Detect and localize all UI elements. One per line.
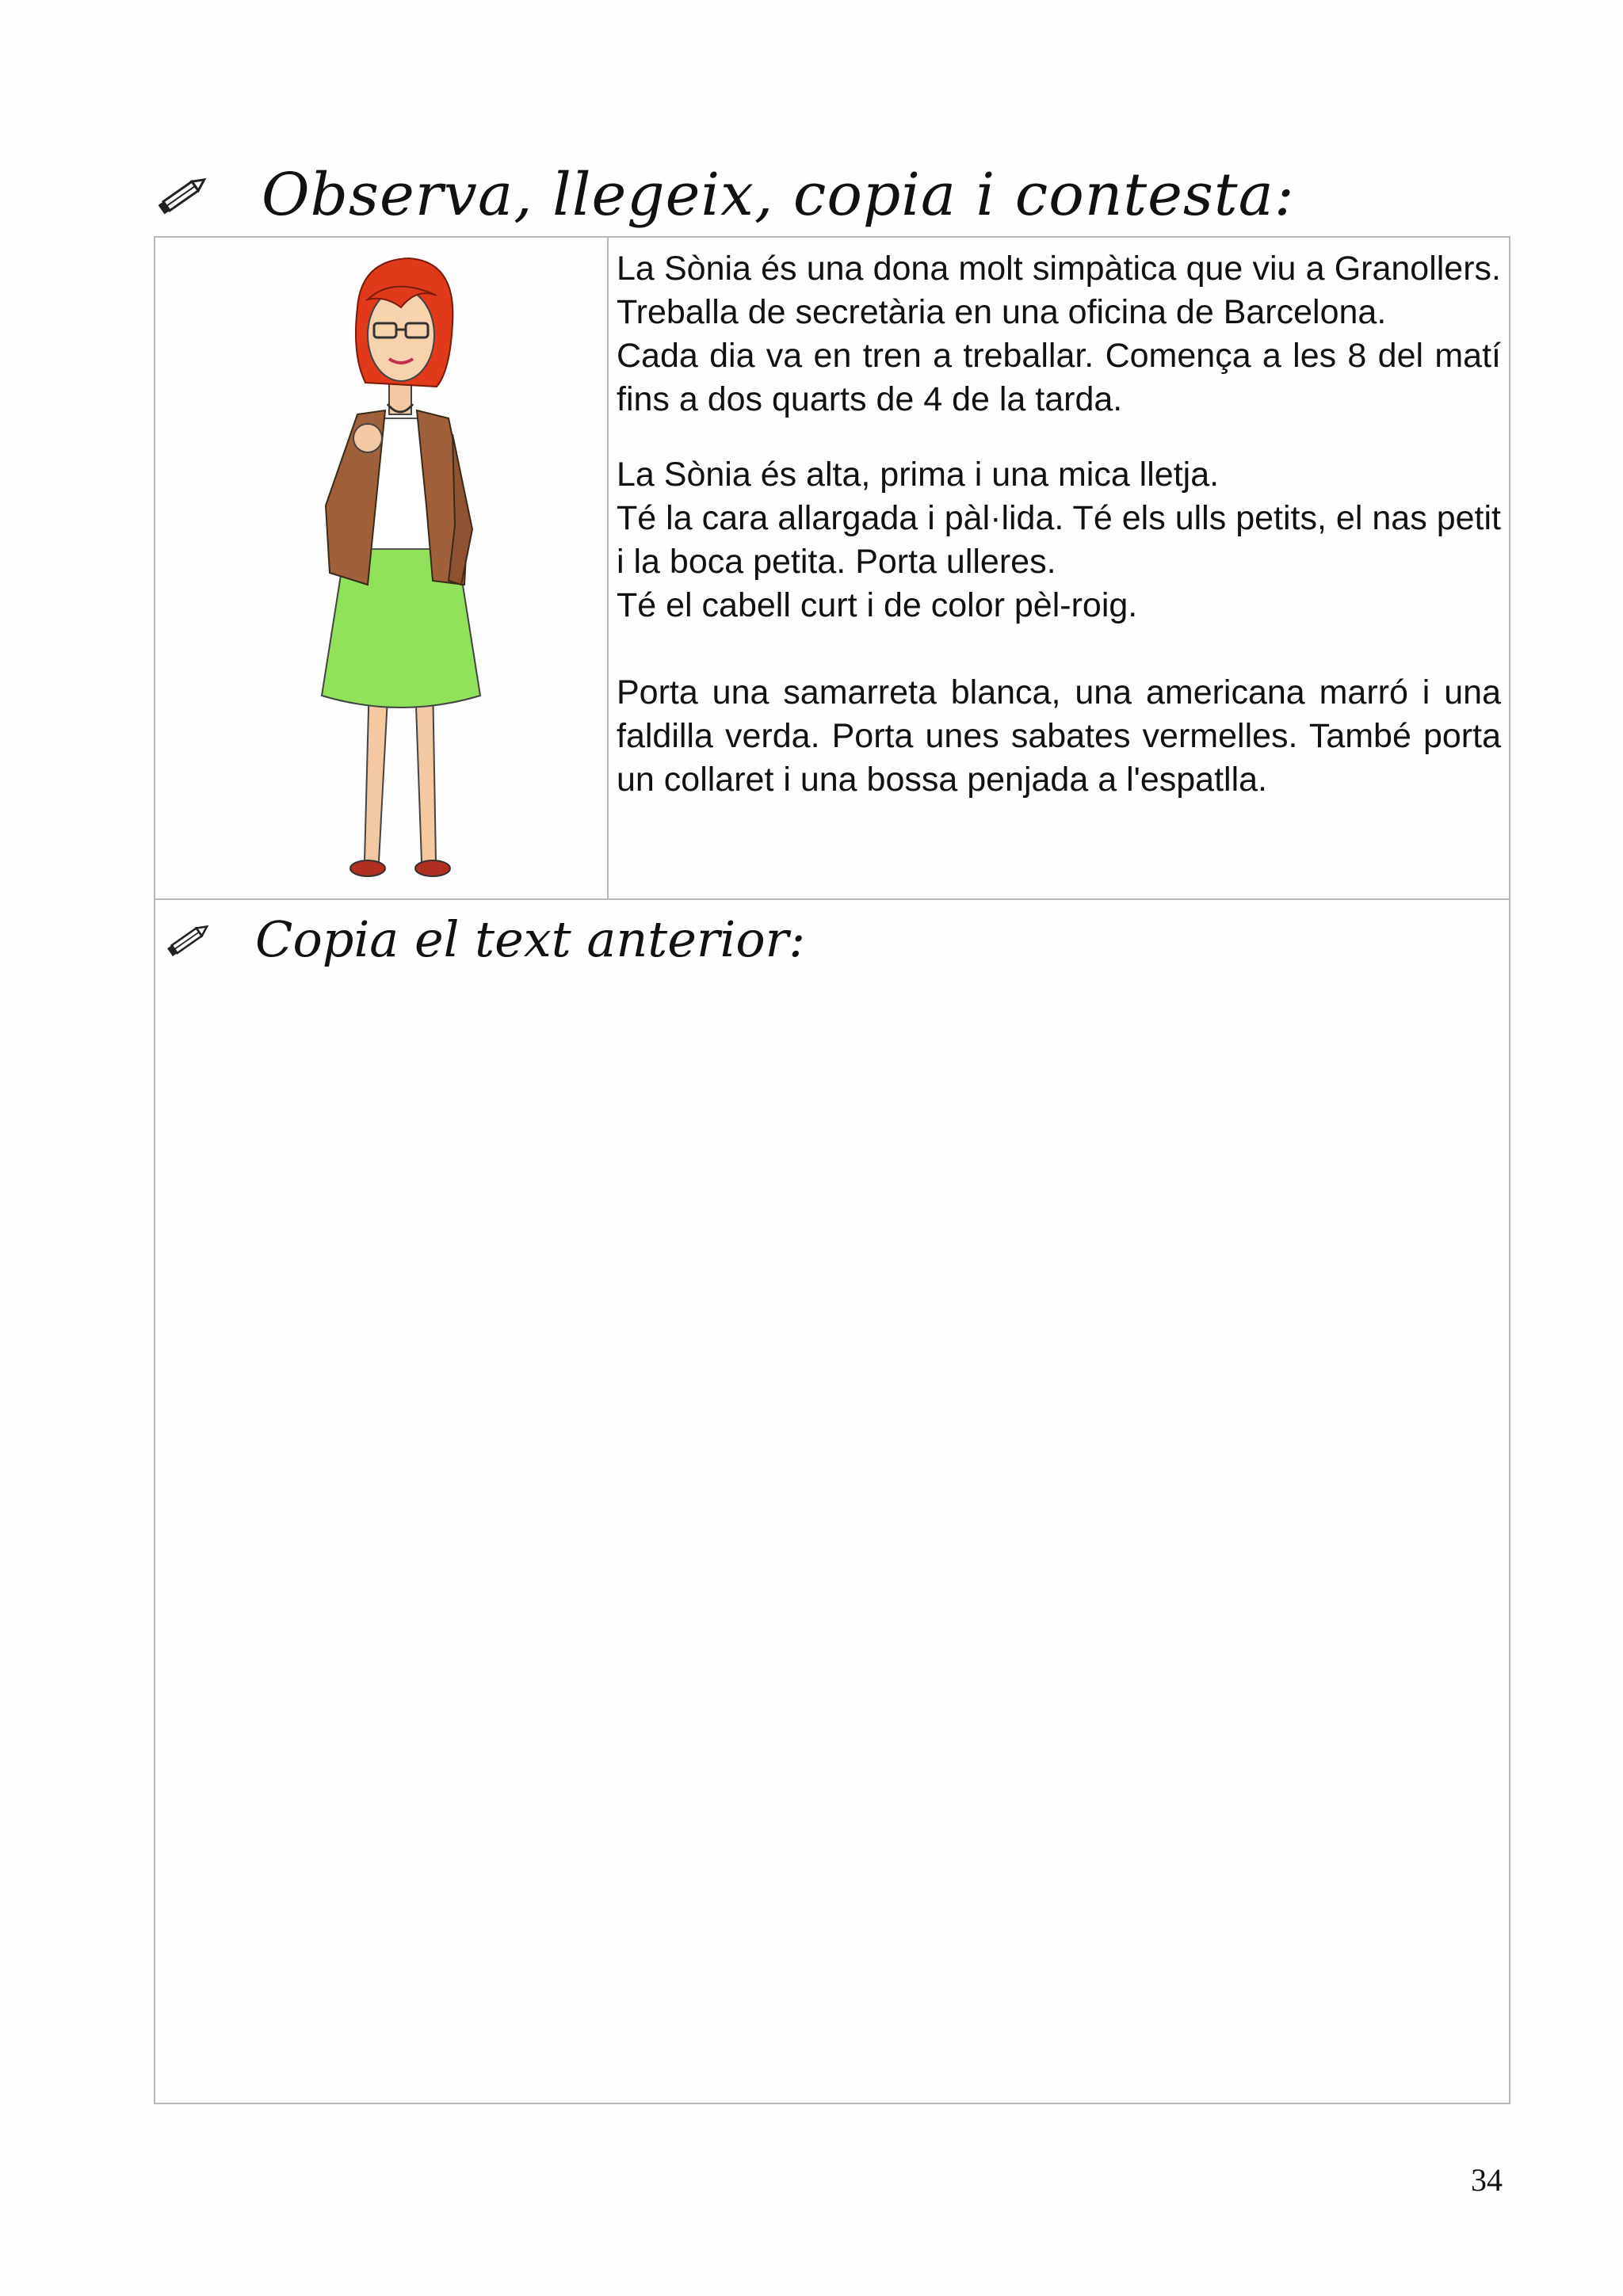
- paragraph-hair: Té el cabell curt i de color pèl-roig.: [617, 586, 1138, 624]
- pencil-icon: [165, 920, 214, 959]
- exercise-title: Observa, llegeix, copia i contesta:: [262, 161, 1295, 229]
- column-divider: [607, 238, 609, 898]
- pencil-icon: [155, 173, 212, 217]
- page-number: 34: [1471, 2162, 1503, 2198]
- row-divider: [155, 898, 1509, 900]
- reading-text: [617, 247, 1501, 802]
- copy-title: Copia el text anterior:: [255, 910, 806, 968]
- woman-illustration: [282, 252, 520, 886]
- paragraph-routine: Cada dia va en tren a treballar. Comença a les 8 del matí fins a dos quarts de 4 de la tarda.: [617, 337, 1501, 418]
- exercise-table: [154, 236, 1510, 2104]
- paragraph-intro: La Sònia és una dona molt simpàtica que viu a Granollers. Treballa de secretària en una oficina de Barcelona.: [617, 250, 1501, 331]
- copy-heading: [165, 908, 805, 971]
- paragraph-face: Té la cara allargada i pàl·lida. Té els ulls petits, el nas petit i la boca petita. Porta ulleres.: [617, 499, 1501, 581]
- paragraph-appearance: La Sònia és alta, prima i una mica lletja.: [617, 456, 1220, 494]
- exercise-heading: [155, 155, 1295, 235]
- paragraph-clothes: Porta una samarreta blanca, una americana marró i una faldilla verda. Porta unes sabates vermelles. També porta un collaret i una bossa penjada a l'espatlla.: [617, 673, 1501, 799]
